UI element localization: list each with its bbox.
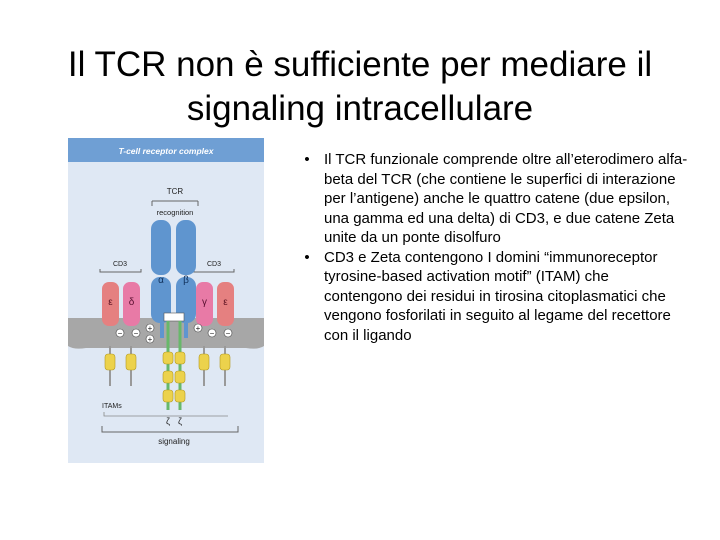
- tcr-label: TCR: [166, 187, 184, 196]
- alpha-label: α: [158, 275, 164, 286]
- title-line-1: Il TCR non è sufficiente per mediare il: [67, 45, 653, 85]
- bullet-item: [300, 248, 690, 346]
- cd3-left-label: CD3: [112, 261, 128, 268]
- recognition-label: recognition: [156, 208, 194, 217]
- svg-text:−: −: [133, 329, 139, 338]
- zeta-left-label: ζ: [166, 416, 170, 426]
- zeta-right-label: ζ: [178, 416, 182, 426]
- epsilon-left-label: ε: [108, 297, 113, 308]
- itams-label: ITAMs: [102, 403, 122, 410]
- bullet-dot: •: [304, 151, 310, 168]
- bullet-text: Il TCR funzionale comprende oltre all’eterodimero alfa-beta del TCR (che contiene le superfici di interazione per l’antigene) anche le quattro catene (due epsilon, una gamma ed una delta) di CD3, e due catene Zeta unite da un ponte disolfuro: [324, 151, 688, 246]
- svg-text:+: +: [147, 335, 153, 344]
- beta-label: β: [183, 275, 189, 286]
- title-line-2: signaling intracellulare: [186, 89, 534, 129]
- svg-text:−: −: [117, 329, 123, 338]
- svg-text:+: +: [195, 324, 201, 333]
- bullet-dot: •: [304, 248, 310, 266]
- figure-header-label: T-cell receptor complex: [118, 146, 214, 156]
- svg-text:−: −: [225, 329, 231, 338]
- bullet-list: [300, 150, 690, 345]
- cell-membrane: [68, 318, 264, 349]
- svg-text:+: +: [147, 324, 153, 333]
- tcr-alpha-variable: [151, 220, 171, 275]
- svg-text:−: −: [209, 329, 215, 338]
- tcr-complex-figure: [68, 138, 264, 463]
- bullet-text: CD3 e Zeta contengono I domini “immunoreceptor tyrosine-based activation motif” (ITAM) che contengono dei residui in tirosina citoplasmatici che vengono fosforilati in seguito al legame del recettore con il ligando: [324, 248, 671, 344]
- tcr-beta-variable: [176, 220, 196, 275]
- slide-title: [20, 43, 700, 131]
- epsilon-right-label: ε: [223, 297, 228, 308]
- delta-label: δ: [128, 297, 135, 308]
- gamma-label: γ: [202, 297, 207, 308]
- bullet-item: [300, 150, 690, 248]
- tcr-diagram: [68, 138, 264, 463]
- signaling-label: signaling: [158, 437, 190, 446]
- cd3-right-label: CD3: [206, 261, 222, 268]
